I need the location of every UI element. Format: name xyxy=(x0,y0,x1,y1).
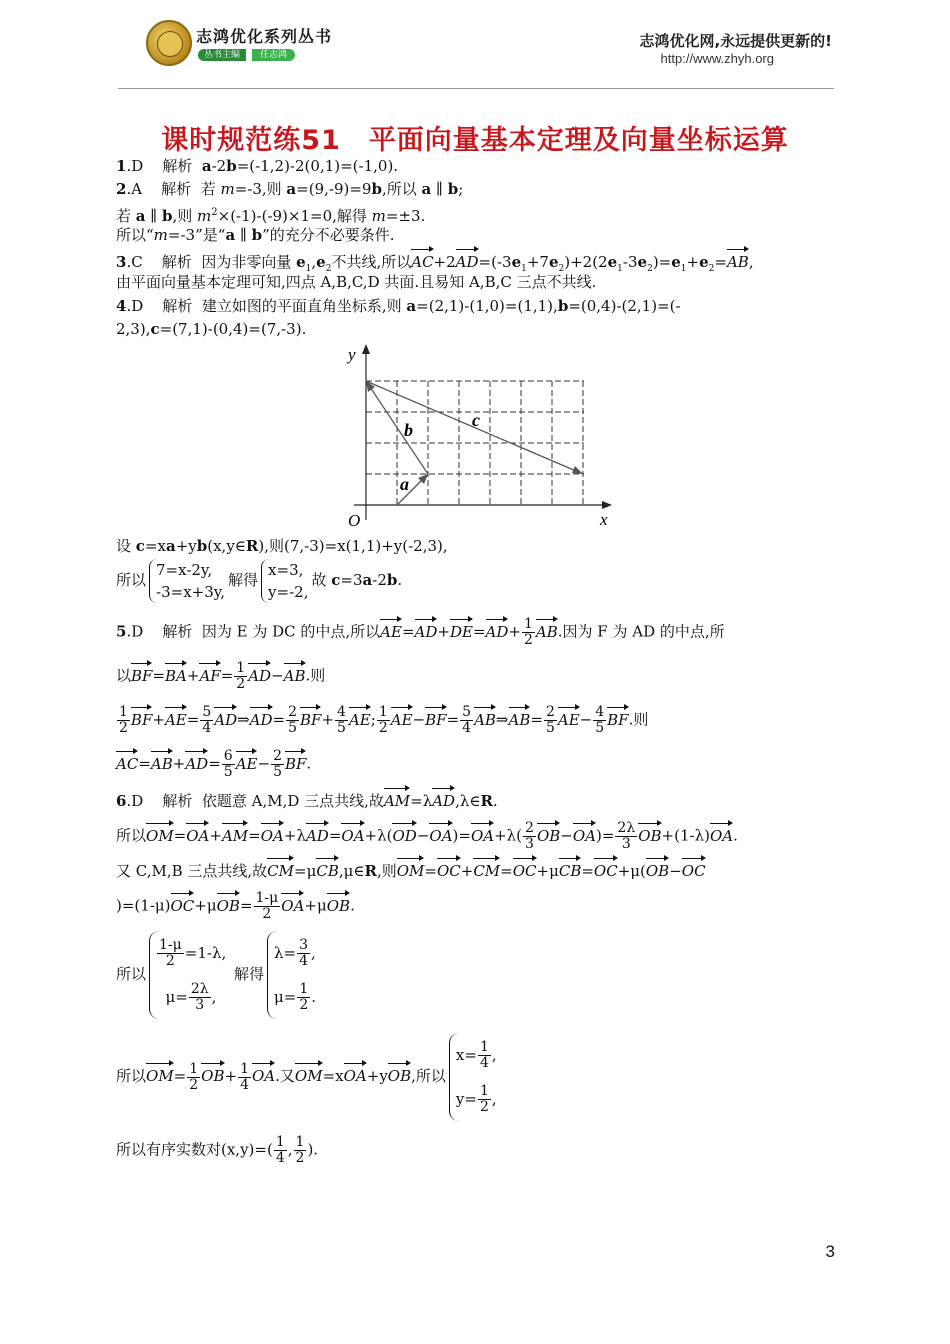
site-slogan: 志鸿优化网,永远提供更新的! xyxy=(639,32,832,50)
q3-text: )= xyxy=(652,253,672,271)
y-axis-label: y xyxy=(348,345,356,364)
vector-a-label: a xyxy=(400,474,409,494)
parallel-symbol: ∥ xyxy=(431,180,448,198)
q3-line1: 3.C 解析 因为非零向量 $e_1,e_2$不共线,所以$AC+2AD=(-3e_1+7e_2)+2(2e_1-3e_2)=e_1+e_2=AB$, xyxy=(116,248,754,281)
header-divider xyxy=(118,88,834,89)
q4-tag: 解析 xyxy=(162,297,193,315)
brand-editor-name: 任志鸿 xyxy=(252,49,295,61)
q6-text: ). xyxy=(307,1140,319,1159)
q2-tag: 解析 xyxy=(161,180,192,198)
q4-text: =3 xyxy=(340,571,363,589)
q6-text: 又 C,M,B 三点共线,故 xyxy=(116,862,268,880)
q3-text: = xyxy=(714,253,727,271)
equation: -3=x+3y, xyxy=(156,583,226,601)
q1-text: =(-1,2)-2(0,1)=(-1,0). xyxy=(236,157,399,175)
q6-text: =μ xyxy=(294,862,317,880)
q2-text: ×(-1)-(-9)×1=0,解得 xyxy=(217,207,372,225)
q4-text: 所以 xyxy=(116,571,147,589)
q1-tag: 解析 xyxy=(162,157,193,175)
x-axis-arrow-icon xyxy=(602,501,612,509)
q2-text: ,则 xyxy=(172,207,198,225)
q6-line5 xyxy=(116,931,319,1019)
q6-text: +y xyxy=(366,1067,388,1085)
q3-text: + xyxy=(686,253,700,271)
q4-line2: 2,3),c=(7,1)-(0,4)=(7,-3). xyxy=(116,320,307,338)
q2-number: 2 xyxy=(116,180,127,198)
q3-answer: .C xyxy=(126,253,143,271)
q1-line: 1.D 解析 a-2b=(-1,2)-2(0,1)=(-1,0). xyxy=(116,157,399,175)
q5-line4: AC=AB+AD= $\frac{6}{5}$ AE− $\frac{2}{5}$ BF. xyxy=(116,748,312,780)
q2-text: =-3,则 xyxy=(234,180,287,198)
q5-text: . xyxy=(306,754,312,773)
q2-text: ”的充分不必要条件. xyxy=(262,226,395,244)
vector-c-label: c xyxy=(472,410,480,430)
q5-number: 5 xyxy=(116,622,127,641)
q5-text: 以 xyxy=(116,666,132,685)
q4-text: 故 xyxy=(311,571,332,589)
q2-text: ,所以 xyxy=(381,180,422,198)
q3-text: +7 xyxy=(526,253,549,271)
q4-text: =(2,1)-(1,0)=(1,1), xyxy=(416,297,558,315)
q5-answer: .D xyxy=(126,622,144,641)
q6-text: ,则 xyxy=(376,862,397,880)
q3-text: +2 xyxy=(433,253,456,271)
brand-title: 志鸿优化系列丛书 xyxy=(196,27,333,46)
site-url: http://www.zhyh.org xyxy=(660,51,774,66)
q6-text: 解得 xyxy=(234,965,265,983)
q1-number: 1 xyxy=(116,157,127,175)
q3-text: =(-3 xyxy=(478,253,512,271)
q3-text: 不共线,所以 xyxy=(331,253,412,271)
q5-text: .因为 F 为 AD 的中点,所 xyxy=(557,622,725,641)
q3-text: )+2(2 xyxy=(564,253,608,271)
q2-text: =±3. xyxy=(385,207,426,225)
vector-b-label: b xyxy=(404,420,413,440)
q6-text: =λ xyxy=(410,792,433,810)
q6-text: 所以 xyxy=(116,826,147,845)
q6-line6: 所以OM= $\frac{1}{2}$ OB+ $\frac{1}{4}$ OA.又OM=xOA+yOB,所以 x= $\frac{1}{4}$ , y= $\frac{1}{2}$ , xyxy=(116,1033,500,1121)
q6-text: .又 xyxy=(275,1067,295,1085)
q2-text: =(9,-9)=9 xyxy=(296,180,372,198)
q2-text: 若 xyxy=(200,180,221,198)
q3-tag: 解析 xyxy=(161,253,192,271)
solution-system: x= $\frac{1}{4}$ , y= $\frac{1}{2}$ , xyxy=(449,1033,497,1121)
q3-line2: 由平面向量基本定理可知,四点 A,B,C,D 共面.且易知 A,B,C 三点不共线. xyxy=(116,273,597,291)
q5-line2: 以BF=BA+AF= $\frac{1}{2}$ AD−AB.则 xyxy=(116,660,326,692)
origin-label: O xyxy=(348,511,361,530)
q4-number: 4 xyxy=(116,297,127,315)
q2-line2: 若 a ∥ b,则 $m^2\times(-1)-(-9)\times 1=0$,解得 m=±3. xyxy=(116,207,426,225)
q5-tag: 解析 xyxy=(162,622,193,641)
grid xyxy=(366,381,584,505)
q2-text: 若 xyxy=(116,207,136,225)
q2-text: ; xyxy=(458,180,464,198)
q4-text: -2 xyxy=(372,571,387,589)
q4-answer: .D xyxy=(126,297,144,315)
q4-text: =(0,4)-(2,1)=(- xyxy=(568,297,681,315)
equation-system: $\frac{1-\mu}{2}$ =1-λ, μ= $\frac{2\lambda}{3}$ , xyxy=(149,931,226,1019)
q4-text: +y xyxy=(175,537,197,555)
q6-line2: 所以OM=OA+AM=OA+λAD=OA+λ(OD−OA)=OA+λ( $\frac{2}{3}$ OB−OA)= $\frac{2\lambda}{3}$ OB+(1-λ)OA. xyxy=(116,820,738,852)
q5-text: .则 xyxy=(628,710,649,729)
q4-text: 2,3), xyxy=(116,320,151,338)
q5-line3: $\frac{1}{2}$ BF+AE= $\frac{5}{4}$ AD⇒AD= $\frac{2}{5}$ BF+ $\frac{4}{5}$ AE; $\frac{1}{2}$ AE−BF= $\frac{5}{4}$ AB⇒AB= $\frac{2}{5}$ AE− $\frac{4}{5}$ BF.则 xyxy=(119,704,649,736)
brand-editor-label: 丛书主编 xyxy=(198,49,246,61)
q2-text: =-3”是“ xyxy=(167,226,226,244)
q3-text: 因为非零向量 xyxy=(201,253,297,271)
var-m: m xyxy=(220,180,235,198)
q6-line4: )=(1-μ)OC+μOB= $\frac{1-\mu}{2}$ OA+μOB. xyxy=(116,890,355,922)
q4-text: (x,y∈ xyxy=(207,537,246,555)
q3-text: -3 xyxy=(622,253,638,271)
q6-text: 所以 xyxy=(116,1067,147,1085)
page-header xyxy=(0,0,950,92)
q5-text: .则 xyxy=(305,666,326,685)
q4-text: =(7,1)-(0,4)=(7,-3). xyxy=(159,320,307,338)
q2-answer: .A xyxy=(126,180,143,198)
y-axis-arrow-icon xyxy=(362,344,370,354)
q6-text: ,μ∈ xyxy=(338,862,365,880)
q5-line1: 5.D 解析 因为 E 为 DC 的中点,所以AE=AD+DE=AD+ $\frac{1}{2}$ AB.因为 F 为 AD 的中点,所 xyxy=(116,616,725,648)
q4-line3: 设 c=xa+yb(x,y∈R),则(7,-3)=x(1,1)+y(-2,3), xyxy=(116,537,448,555)
q5-text: 因为 E 为 DC 的中点,所以 xyxy=(201,622,381,641)
solution-system xyxy=(261,559,308,603)
q2-line1: 2.A 解析 若 m=-3,则 a=(9,-9)=9b,所以 a ∥ b; xyxy=(116,180,464,198)
q6-text: =x xyxy=(322,1067,344,1085)
q6-text: ,所以 xyxy=(411,1067,446,1085)
equation: x=3, xyxy=(268,561,304,579)
q4-text: 建立如图的平面直角坐标系,则 xyxy=(201,297,407,315)
q6-text: ,λ∈ xyxy=(455,792,481,810)
q6-text: 所以有序实数对(x,y)=( xyxy=(116,1140,273,1159)
q6-text: 所以 xyxy=(116,965,147,983)
q6-line7: 所以有序实数对(x,y)=( $\frac{1}{4}$ , $\frac{1}{2}$ ). xyxy=(116,1134,319,1166)
coordinate-figure xyxy=(344,340,624,530)
q6-text: )=(1-μ) xyxy=(116,896,171,915)
q4-line4: 所以 7=x-2y, -3=x+3y, 解得 x=3, y=-2, 故 c=3a-2b. xyxy=(116,561,403,601)
solution-system: λ= $\frac{3}{4}$ , μ= $\frac{1}{2}$ . xyxy=(267,931,316,1019)
equation: 7=x-2y, xyxy=(156,561,213,579)
q2-line3: 所以“m=-3”是“a ∥ b”的充分不必要条件. xyxy=(116,226,395,244)
page-title: 课时规范练51 平面向量基本定理及向量坐标运算 xyxy=(161,125,789,156)
q6-line3: 又 C,M,B 三点共线,故CM=μCB,μ∈R,则OM=OC+CM=OC+μCB=OC+μ(OB−OC xyxy=(116,857,706,883)
q6-text: 依题意 A,M,D 三点共线,故 xyxy=(201,792,384,810)
q4-text: 设 xyxy=(116,537,136,555)
brand-logo-icon xyxy=(146,20,192,66)
q2-text: 所以“ xyxy=(116,226,154,244)
q4-text: =x xyxy=(144,537,166,555)
q6-tag: 解析 xyxy=(162,792,193,810)
equation-system xyxy=(149,559,225,603)
page-number: 3 xyxy=(825,1242,835,1261)
q6-number: 6 xyxy=(116,792,127,810)
q6-line1: 6.D 解析 依题意 A,M,D 三点共线,故AM=λAD,λ∈R. xyxy=(116,787,498,813)
q4-text: ),则(7,-3)=x(1,1)+y(-2,3), xyxy=(258,537,448,555)
q4-text: 解得 xyxy=(228,571,259,589)
equation: y=-2, xyxy=(268,583,309,601)
q1-answer: .D xyxy=(126,157,144,175)
q6-answer: .D xyxy=(126,792,144,810)
x-axis-label: x xyxy=(600,510,608,529)
q4-line1: 4.D 解析 建立如图的平面直角坐标系,则 a=(2,1)-(1,0)=(1,1),b=(0,4)-(2,1)=(- xyxy=(116,297,681,315)
vector-c-arrow-icon xyxy=(572,466,583,474)
q3-number: 3 xyxy=(116,253,127,271)
